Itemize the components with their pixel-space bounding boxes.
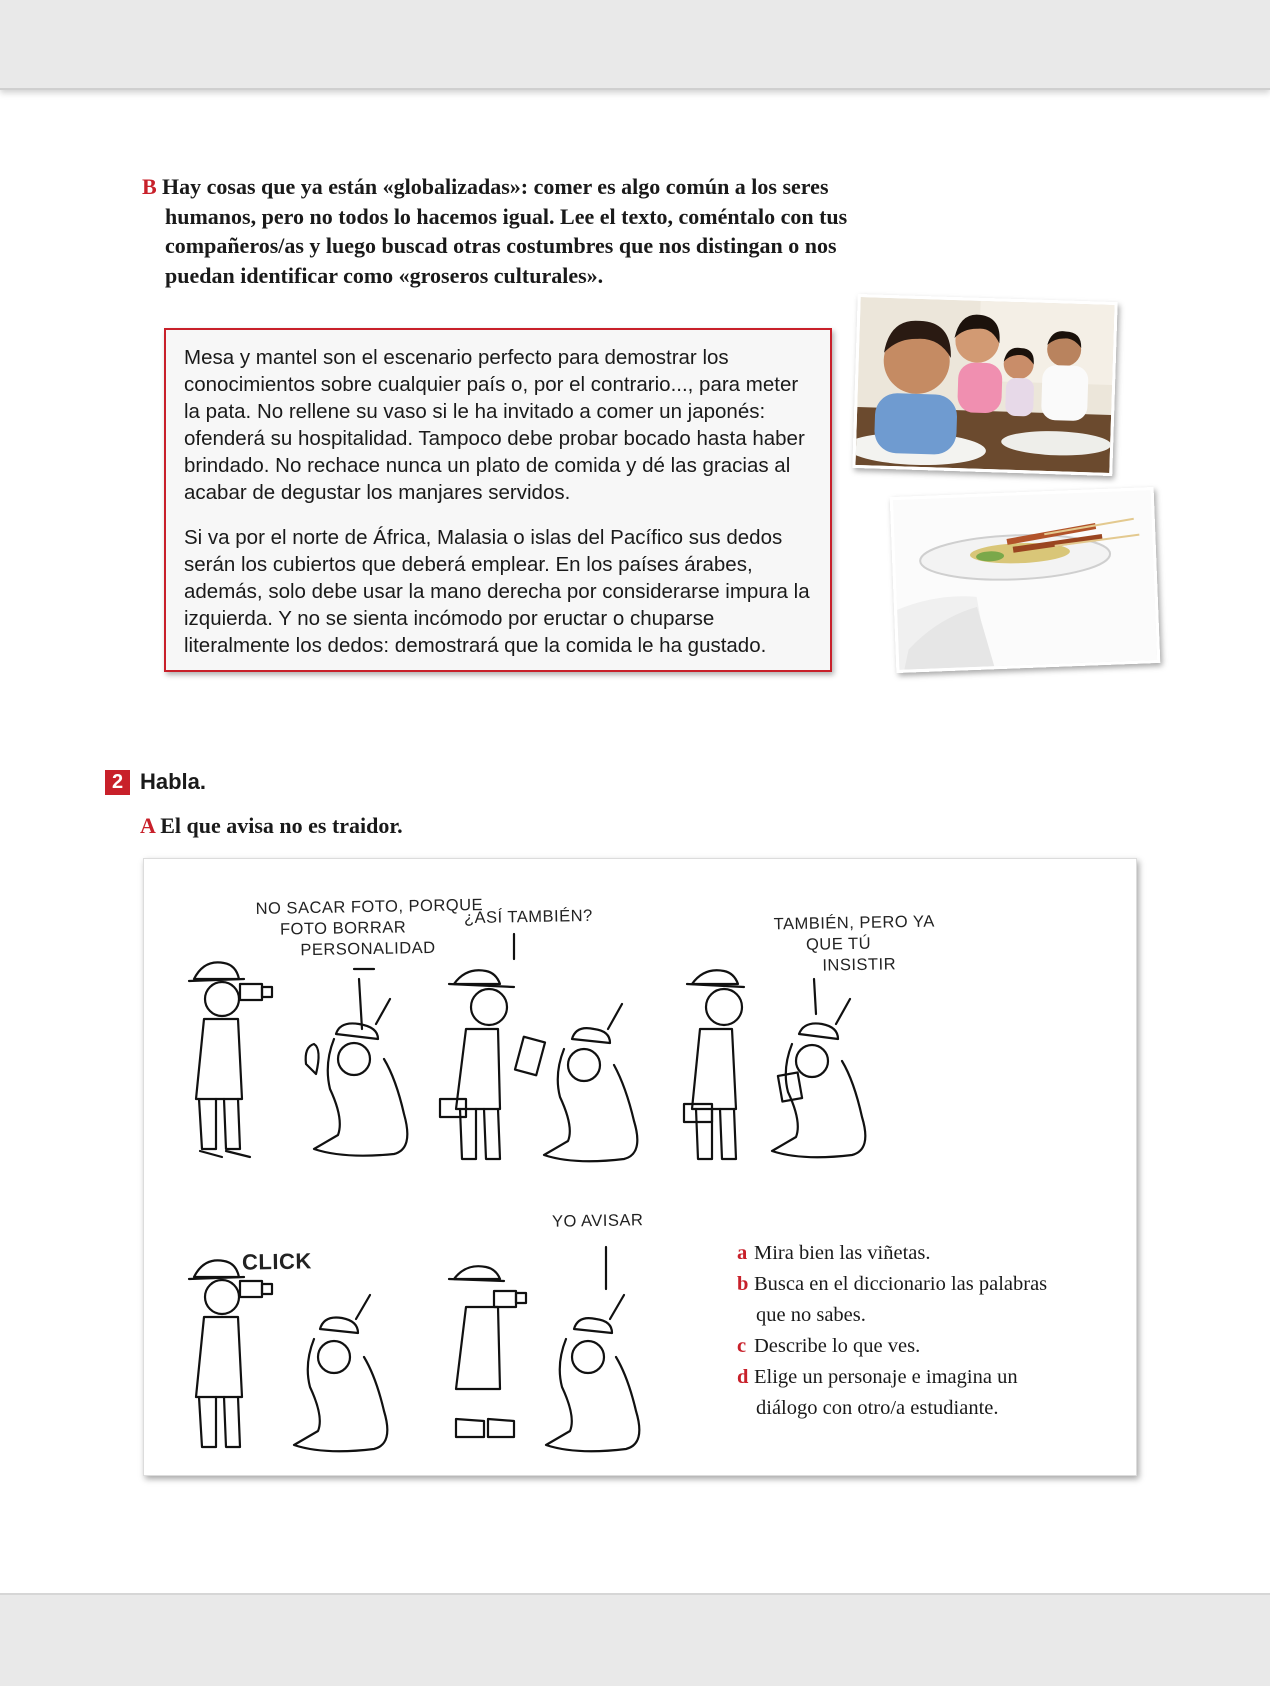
task-item-d xyxy=(737,1362,1117,1424)
task-list xyxy=(737,1238,1117,1424)
panel-1-caption-line: PERSONALIDAD xyxy=(300,938,436,960)
task-letter: c xyxy=(737,1335,747,1357)
reading-paragraph-2: Si va por el norte de África, Malasia o islas del Pacífico sus dedos serán los cubiertos que deberá emplear. En los países árabes, además, solo debe usar la mano derecha por considerarse impura la izquierda. Y no se sienta incómodo por eructar o chuparse literalmente los dedos: demostrará que la comida le ha gustado. xyxy=(184,526,810,657)
task-text-continued: que no sabes. xyxy=(756,1304,866,1326)
panel-1-caption-line: FOTO BORRAR xyxy=(279,918,407,939)
page-footer-band xyxy=(0,1593,1270,1686)
instruction-line-1: Hay cosas que ya están «globalizadas»: comer es algo común a los seres xyxy=(162,174,829,199)
exercise-letter-b: B xyxy=(142,174,157,199)
task-item-a xyxy=(737,1238,1117,1269)
task-text: Elige un personaje e imagina un xyxy=(754,1366,1018,1388)
task-text: Busca en el diccionario las palabras xyxy=(754,1273,1048,1295)
panel-4-caption-line: CLICK xyxy=(241,1248,312,1275)
task-text: Mira bien las viñetas. xyxy=(754,1242,931,1264)
panel-3-caption-line: QUE TÚ xyxy=(805,934,872,954)
section-number-badge: 2 xyxy=(105,770,130,795)
section-title: Habla. xyxy=(140,769,207,794)
reading-paragraph-1: Mesa y mantel son el escenario perfecto para demostrar los conocimientos sobre cualquier país o, por el contrario..., para meter la pata. No rellene su vaso si le ha invitado a comer un japonés: ofenderá su hospitalidad. Tampoco debe probar bocado hasta haber brindado. No rechace nunca un plato de comida y dé las gracias al acabar de degustar los manjares servidos. xyxy=(184,346,805,504)
instruction-line-2: humanos, pero no todos lo hacemos igual. Lee el texto, coméntalo con tus xyxy=(165,203,848,229)
panel-3-caption xyxy=(773,912,935,978)
exercise-letter-a: A xyxy=(140,813,155,838)
task-letter: a xyxy=(737,1242,748,1264)
panel-3-drawing xyxy=(684,970,865,1159)
exercise-a-title: El que avisa no es traidor. xyxy=(160,813,403,838)
panel-1-drawing xyxy=(189,962,407,1157)
exercise-b-instructions xyxy=(142,172,962,290)
panel-5-caption-line: YO AVISAR xyxy=(551,1211,644,1231)
task-item-b xyxy=(737,1269,1117,1331)
panel-4-caption xyxy=(241,1248,312,1275)
task-item-c xyxy=(737,1331,1117,1362)
page-header-band xyxy=(0,0,1270,90)
reading-text-box xyxy=(164,328,832,672)
panel-1-caption-line: NO SACAR FOTO, PORQUE xyxy=(255,896,484,918)
panel-2-drawing xyxy=(440,934,637,1161)
task-text: Describe lo que ves. xyxy=(754,1335,921,1357)
panel-4-drawing xyxy=(189,1260,387,1451)
panel-1-caption xyxy=(255,895,484,962)
family-dinner-photo xyxy=(852,294,1117,476)
panel-3-caption-line: TAMBIÉN, PERO YA xyxy=(773,912,935,934)
instruction-line-3: compañeros/as y luego buscad otras costumbres que nos distingan o nos xyxy=(165,233,837,258)
panel-2-caption-line: ¿ASÍ TAMBIÉN? xyxy=(463,906,593,928)
panel-5-drawing xyxy=(449,1247,639,1451)
instruction-line-4: puedan identificar como «groseros culturales». xyxy=(165,262,604,288)
panel-3-caption-line: INSISTIR xyxy=(822,955,897,975)
plate-with-skewers-photo xyxy=(890,487,1161,673)
task-letter: d xyxy=(737,1366,749,1388)
exercise-a-heading xyxy=(140,812,403,840)
panel-2-caption xyxy=(464,906,593,929)
task-text-continued: diálogo con otro/a estudiante. xyxy=(756,1397,999,1419)
panel-5-caption xyxy=(552,1210,644,1233)
task-letter: b xyxy=(737,1273,749,1295)
